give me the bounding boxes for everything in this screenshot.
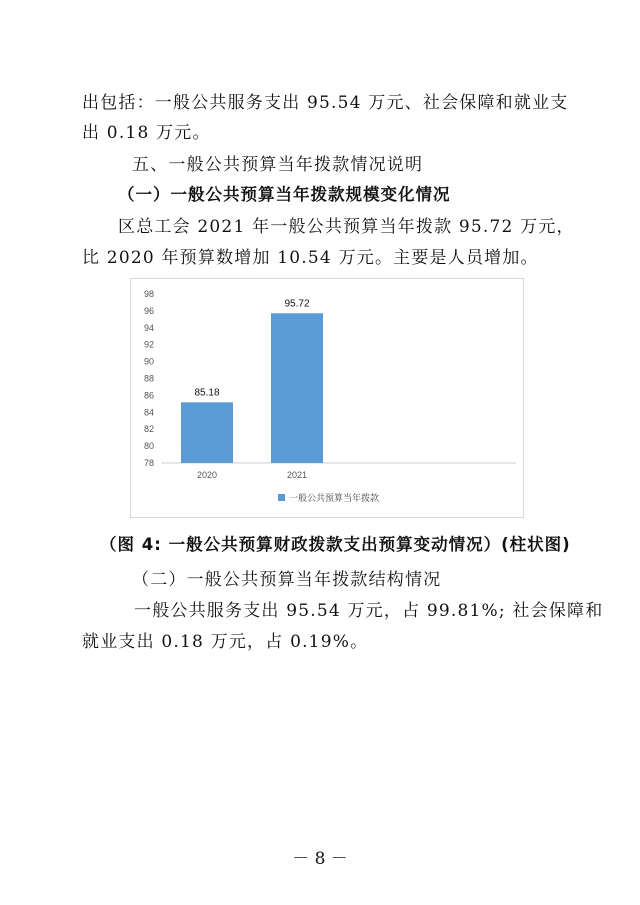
- section-heading: 五、一般公共预算当年拨款情况说明: [132, 155, 424, 175]
- paragraph-line: 区总工会 2021 年一般公共预算当年拨款 95.72 万元，: [118, 217, 575, 237]
- subsection-heading: （二）一般公共预算当年拨款结构情况: [132, 570, 442, 590]
- y-tick-label: 96: [143, 305, 154, 316]
- y-tick-label: 80: [143, 441, 154, 452]
- data-label: 85.18: [194, 387, 220, 399]
- y-tick-label: 84: [143, 407, 154, 418]
- y-tick-label: 90: [143, 356, 154, 367]
- y-tick-label: 94: [143, 322, 154, 333]
- y-tick-label: 98: [143, 289, 154, 299]
- legend-swatch: [278, 494, 285, 501]
- bar: [181, 402, 233, 463]
- figure-caption: （图 4: 一般公共预算财政拨款支出预算变动情况）(柱状图): [100, 535, 571, 554]
- data-label: 95.72: [284, 298, 310, 310]
- y-tick-label: 82: [143, 424, 154, 435]
- paragraph-line: 比 2020 年预算数增加 10.54 万元。主要是人员增加。: [82, 248, 539, 268]
- bar: [271, 313, 323, 463]
- y-tick-label: 78: [143, 458, 154, 468]
- y-tick-label: 92: [143, 339, 154, 350]
- subsection-heading: （一）一般公共预算当年拨款规模变化情况: [118, 185, 451, 204]
- legend-label: 一般公共预算当年拨款: [289, 494, 380, 504]
- bar-chart-svg: [131, 279, 523, 517]
- x-tick-label: 2021: [286, 470, 308, 480]
- x-tick-label: 2020: [196, 470, 218, 480]
- paragraph-line: 就业支出 0.18 万元，占 0.19%。: [82, 632, 369, 652]
- bar-chart: [130, 278, 524, 518]
- page-number: － 8 －: [292, 849, 348, 869]
- y-tick-label: 86: [143, 390, 154, 401]
- paragraph-line: 出 0.18 万元。: [82, 123, 211, 143]
- paragraph-line: 一般公共服务支出 95.54 万元，占 99.81%; 社会保障和: [134, 601, 604, 621]
- paragraph-line: 出包括：一般公共服务支出 95.54 万元、社会保障和就业支: [82, 93, 569, 113]
- y-tick-label: 88: [143, 373, 154, 384]
